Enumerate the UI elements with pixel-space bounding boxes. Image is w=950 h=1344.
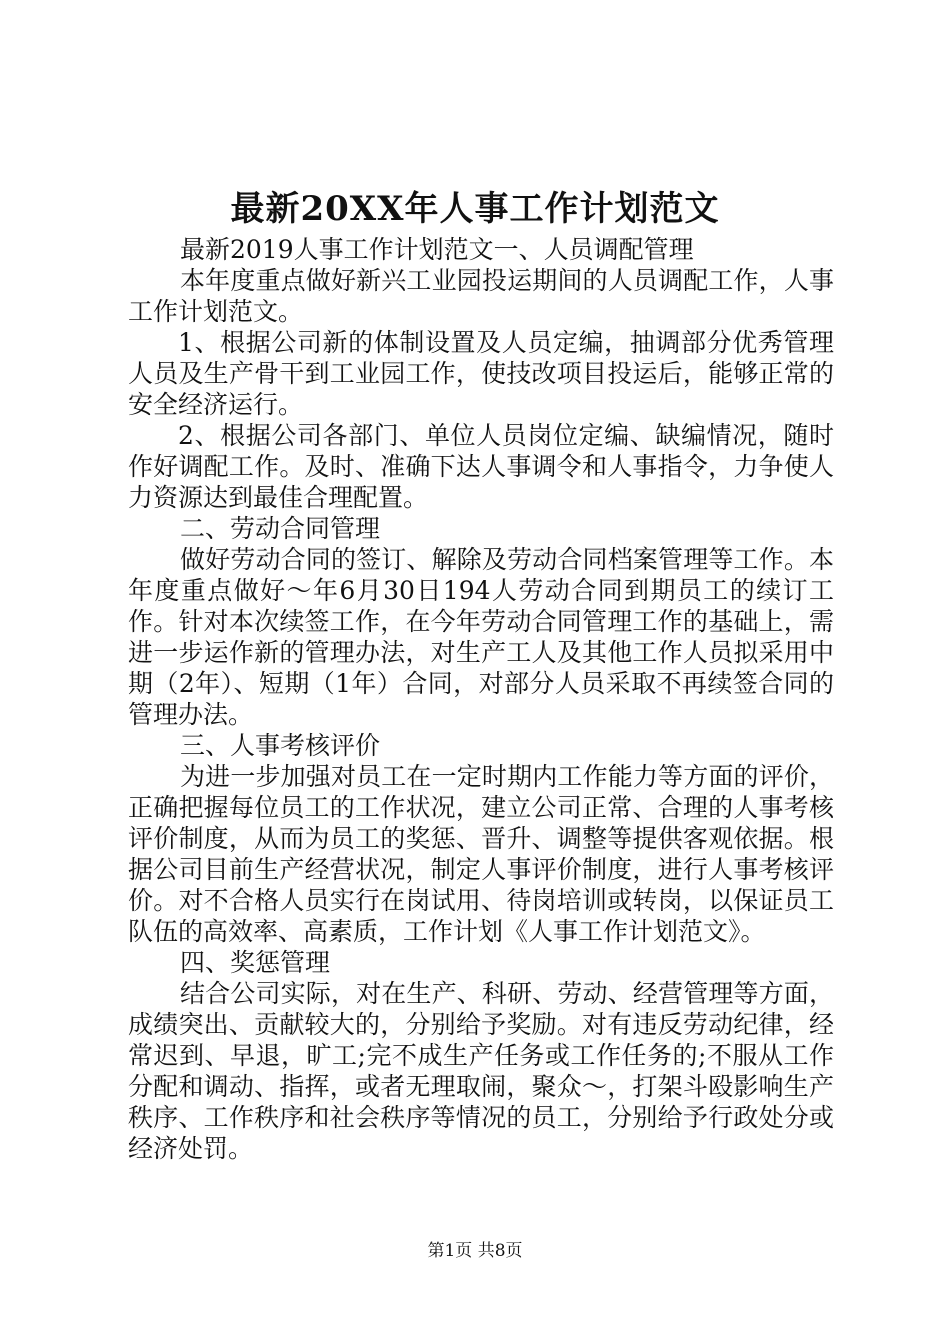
section-heading-rewards: 四、奖惩管理 bbox=[180, 948, 331, 977]
paragraph-item-2: 2、根据公司各部门、单位人员岗位定编、缺编情况，随时作好调配工作。及时、准确下达人事调令和人事指令，力争使人力资源达到最佳合理配置。 bbox=[128, 421, 834, 512]
paragraph-intro: 最新2019人事工作计划范文一、人员调配管理 bbox=[180, 235, 694, 264]
paragraph-labor-contract: 做好劳动合同的签订、解除及劳动合同档案管理等工作。本年度重点做好～年6月30日194人劳动合同到期员工的续订工作。针对本次续签工作，在今年劳动合同管理工作的基础上，需进一步运作新的管理办法，对生产工人及其他工作人员拟采用中期（2年）、短期（1年）合同，对部分人员采取不再续签合同的管理办法。 bbox=[128, 545, 834, 729]
paragraph-rewards: 结合公司实际，对在生产、科研、劳动、经营管理等方面，成绩突出、贡献较大的，分别给予奖励。对有违反劳动纪律，经常迟到、早退，旷工;完不成生产任务或工作任务的;不服从工作分配和调动、指挥，或者无理取闹，聚众～，打架斗殴影响生产秩序、工作秩序和社会秩序等情况的员工，分别给予行政处分或经济处罚。 bbox=[128, 979, 834, 1163]
page-number-footer: 第1页 共8页 bbox=[427, 1241, 523, 1261]
section-heading-evaluation: 三、人事考核评价 bbox=[180, 731, 381, 760]
paragraph-item-1: 1、根据公司新的体制设置及人员定编，抽调部分优秀管理人员及生产骨干到工业园工作，使技改项目投运后，能够正常的安全经济运行。 bbox=[128, 328, 834, 419]
document-title: 最新20XX年人事工作计划范文 bbox=[230, 189, 720, 229]
paragraph-evaluation: 为进一步加强对员工在一定时期内工作能力等方面的评价，正确把握每位员工的工作状况，建立公司正常、合理的人事考核评价制度，从而为员工的奖惩、晋升、调整等提供客观依据。根据公司目前生产经营状况，制定人事评价制度，进行人事考核评价。对不合格人员实行在岗试用、待岗培训或转岗，以保证员工队伍的高效率、高素质，工作计划《人事工作计划范文》。 bbox=[128, 762, 834, 946]
paragraph-staffing-focus: 本年度重点做好新兴工业园投运期间的人员调配工作，人事工作计划范文。 bbox=[128, 266, 834, 326]
section-heading-labor-contract: 二、劳动合同管理 bbox=[180, 514, 381, 543]
document-body bbox=[128, 234, 834, 1164]
